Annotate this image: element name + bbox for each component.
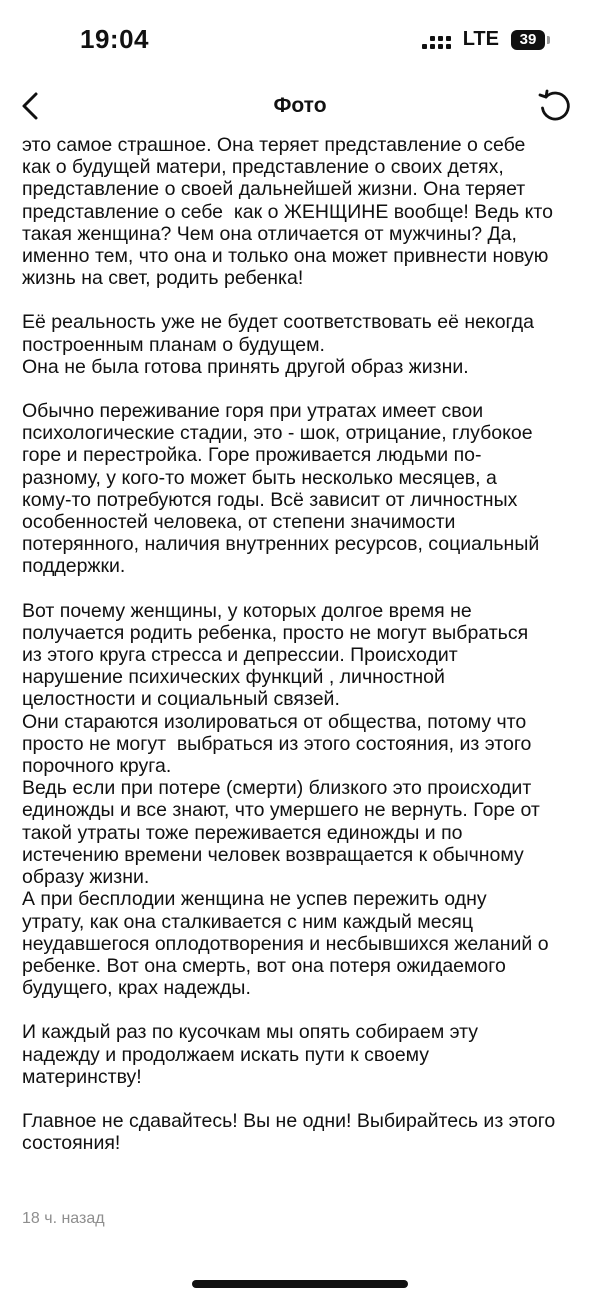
text-line: состояния! xyxy=(22,1132,121,1155)
status-bar xyxy=(0,0,600,82)
text-line: из этого круга стресса и депрессии. Происходит xyxy=(22,644,458,667)
text-line: потерянного, наличия внутренних ресурсов, социальный xyxy=(22,533,540,556)
text-line: жизнь на свет, родить ребенка! xyxy=(22,267,304,290)
text-line: просто не могут выбраться из этого состояния, из этого xyxy=(22,732,532,755)
text-line: представление о своей дальнейшей жизни. Она теряет xyxy=(22,178,526,201)
text-line: Главное не сдавайтесь! Вы не одни! Выбирайтесь из этого xyxy=(22,1109,556,1132)
text-line: надежду и продолжаем искать пути к своему xyxy=(22,1043,430,1066)
post-paragraph xyxy=(22,600,582,1000)
text-line: ребенке. Вот она смерть, вот она потеря ожидаемого xyxy=(22,954,506,977)
text-line: разному, у кого-то может быть несколько месяцев, а xyxy=(22,466,497,489)
text-line: нарушение психических функций , личностной xyxy=(22,666,445,689)
text-line: образу жизни. xyxy=(22,866,150,889)
text-line: Вот почему женщины, у которых долгое время не xyxy=(22,599,472,622)
text-line: А при бесплодии женщина не успев пережить одну xyxy=(22,888,487,911)
text-line: Она не была готова принять другой образ жизни. xyxy=(22,355,469,378)
text-line: материнству! xyxy=(22,1065,142,1088)
post-text xyxy=(22,134,582,1176)
text-line: особенностей человека, от степени значимости xyxy=(22,511,456,534)
text-line: будущего, крах надежды. xyxy=(22,977,251,1000)
post-paragraph xyxy=(22,134,582,289)
post-paragraph xyxy=(22,400,582,578)
text-line: истечению времени человек возвращается к обычному xyxy=(22,843,524,866)
page-title: Фото xyxy=(273,94,327,117)
text-line: получается родить ребенка, просто не могут выбраться xyxy=(22,621,529,644)
text-line: целостности и социальный связей. xyxy=(22,688,340,711)
refresh-button[interactable] xyxy=(536,88,574,126)
refresh-icon xyxy=(536,88,574,126)
battery-icon xyxy=(511,30,550,50)
status-indicators xyxy=(422,28,550,51)
text-line: представление о себе как о ЖЕНЩИНЕ вообще! Ведь кто xyxy=(22,200,553,223)
text-line: психологические стадии, это - шок, отрицание, глубокое xyxy=(22,422,533,445)
text-line: как о будущей матери, представление о своих детях, xyxy=(22,156,504,179)
text-line: Обычно переживание горя при утратах имеет свои xyxy=(22,400,484,423)
nav-bar xyxy=(0,82,600,132)
post-timestamp: 18 ч. назад xyxy=(22,1210,105,1227)
text-line: единожды и все знают, что умершего не вернуть. Горе от xyxy=(22,799,540,822)
text-line: горе и перестройка. Горе проживается людьми по- xyxy=(22,444,482,467)
text-line: утрату, как она сталкивается с ним каждый месяц xyxy=(22,910,474,933)
text-line: построенным планам о будущем. xyxy=(22,333,325,356)
text-line: поддержки. xyxy=(22,555,126,578)
post-paragraph xyxy=(22,311,582,378)
home-indicator[interactable] xyxy=(192,1280,408,1288)
battery-level: 39 xyxy=(511,30,545,50)
network-type: LTE xyxy=(462,28,499,50)
cellular-signal-icon xyxy=(422,31,451,49)
text-line: такой утраты тоже переживается единожды и по xyxy=(22,821,463,844)
text-line: такая женщина? Чем она отличается от мужчины? Да, xyxy=(22,222,517,245)
text-line: И каждый раз по кусочкам мы опять собираем эту xyxy=(22,1021,479,1044)
text-line: неудавшегося оплодотворения и несбывшихся желаний о xyxy=(22,932,549,955)
text-line: порочного круга. xyxy=(22,755,172,778)
text-line: именно тем, что она и только она может привнести новую xyxy=(22,245,549,268)
text-line: это самое страшное. Она теряет представление о себе xyxy=(22,134,526,156)
post-paragraph xyxy=(22,1021,582,1088)
status-time: 19:04 xyxy=(80,24,149,54)
text-line: Её реальность уже не будет соответствовать её некогда xyxy=(22,311,535,334)
text-line: Они стараются изолироваться от общества, потому что xyxy=(22,710,527,733)
text-line: Ведь если при потере (смерти) близкого это происходит xyxy=(22,777,532,800)
post-paragraph xyxy=(22,1110,582,1154)
text-line: кому-то потребуются годы. Всё зависит от личностных xyxy=(22,488,518,511)
